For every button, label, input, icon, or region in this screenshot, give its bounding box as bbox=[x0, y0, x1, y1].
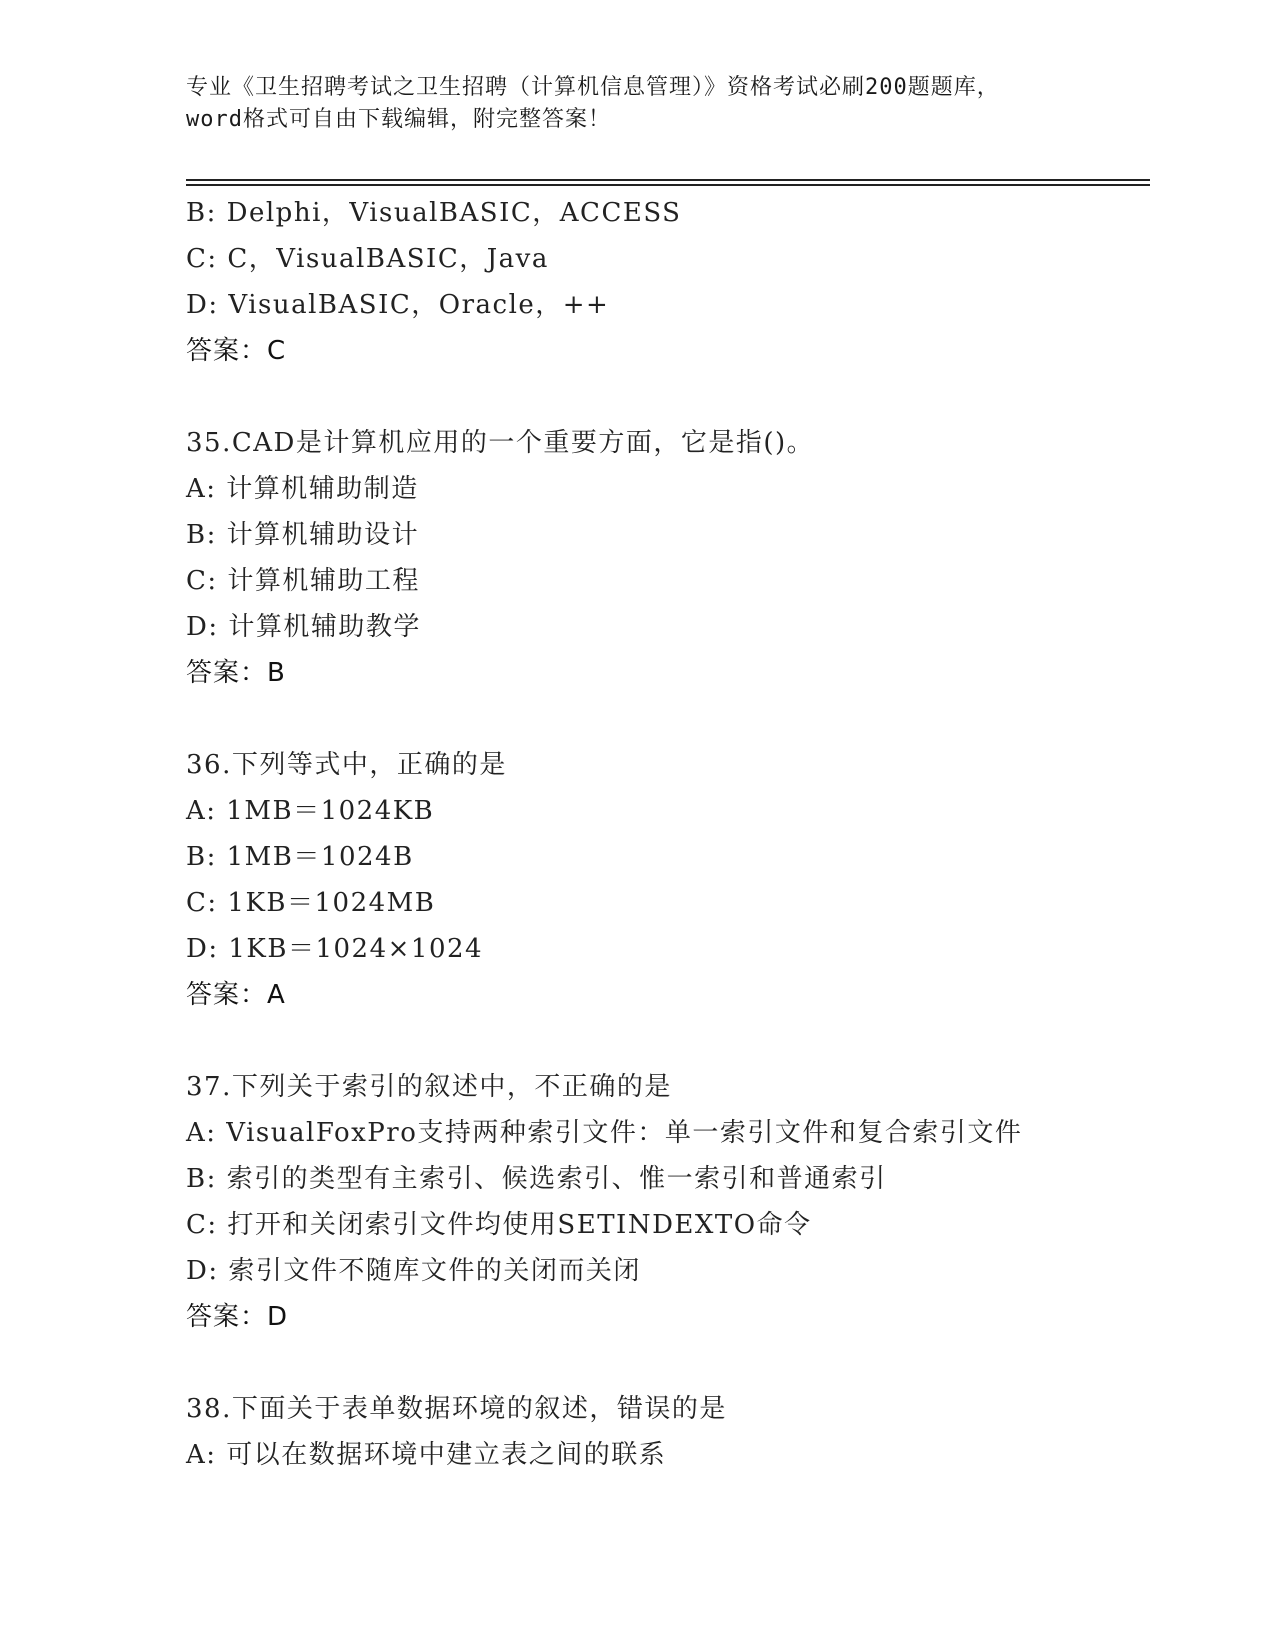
answer-line: 答案：D bbox=[186, 1302, 289, 1332]
question-37 bbox=[186, 1064, 1150, 1340]
question-stem: 35.CAD是计算机应用的一个重要方面，它是指()。 bbox=[186, 428, 815, 458]
option-c: C: 1KB＝1024MB bbox=[186, 888, 436, 918]
option-b: B: 计算机辅助设计 bbox=[186, 520, 420, 550]
header-divider-top bbox=[186, 179, 1150, 181]
question-34-continued bbox=[186, 190, 1150, 374]
question-stem: 37.下列关于索引的叙述中，不正确的是 bbox=[186, 1072, 672, 1102]
question-35 bbox=[186, 420, 1150, 696]
answer-line: 答案：B bbox=[186, 658, 286, 688]
option-a: A: 1MB＝1024KB bbox=[186, 796, 435, 826]
document-body bbox=[186, 190, 1150, 1478]
question-36 bbox=[186, 742, 1150, 1018]
option-a: A: VisualFoxPro支持两种索引文件：单一索引文件和复合索引文件 bbox=[186, 1118, 1023, 1148]
option-d: D: 计算机辅助教学 bbox=[186, 612, 421, 642]
option-d: D: VisualBASIC，Oracle，++ bbox=[186, 290, 610, 320]
option-a: A: 可以在数据环境中建立表之间的联系 bbox=[186, 1440, 667, 1470]
option-b: B: 1MB＝1024B bbox=[186, 842, 414, 872]
answer-line: 答案：C bbox=[186, 336, 287, 366]
document-header bbox=[186, 72, 1106, 136]
option-a: A: 计算机辅助制造 bbox=[186, 474, 419, 504]
option-c: C: 计算机辅助工程 bbox=[186, 566, 420, 596]
header-line-1: 专业《卫生招聘考试之卫生招聘（计算机信息管理）》资格考试必刷200题题库， bbox=[186, 75, 1000, 100]
question-stem: 38.下面关于表单数据环境的叙述，错误的是 bbox=[186, 1394, 727, 1424]
option-d: D: 索引文件不随库文件的关闭而关闭 bbox=[186, 1256, 641, 1286]
answer-line: 答案：A bbox=[186, 980, 286, 1010]
option-b: B: 索引的类型有主索引、候选索引、惟一索引和普通索引 bbox=[186, 1164, 887, 1194]
question-38 bbox=[186, 1386, 1150, 1478]
option-b: B: Delphi，VisualBASIC，ACCESS bbox=[186, 198, 682, 228]
option-c: C: C，VisualBASIC，Java bbox=[186, 244, 549, 274]
header-divider-bottom bbox=[186, 184, 1150, 186]
question-stem: 36.下列等式中，正确的是 bbox=[186, 750, 507, 780]
option-c: C: 打开和关闭索引文件均使用SETINDEXTO命令 bbox=[186, 1210, 812, 1240]
header-line-2: word格式可自由下载编辑，附完整答案！ bbox=[186, 107, 611, 132]
option-d: D: 1KB＝1024×1024 bbox=[186, 934, 484, 964]
